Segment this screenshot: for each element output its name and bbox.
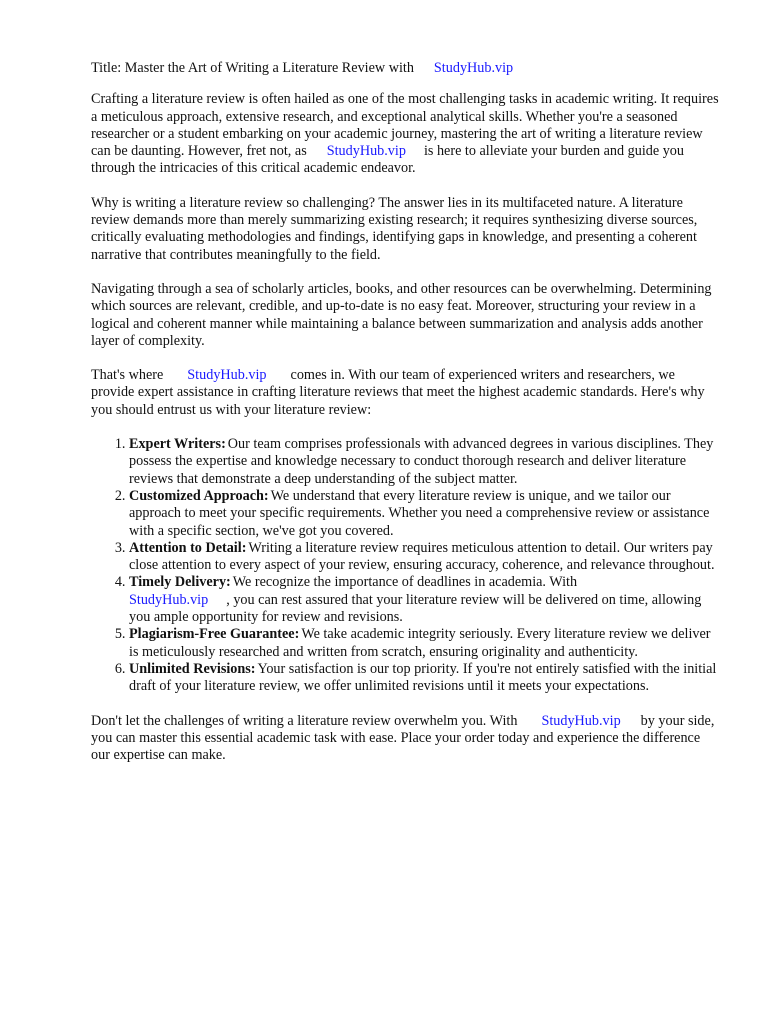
paragraph-closing-text-b: by your side, you can master this essential academic task with ease. Place your order today and experience the difference our expertise can make. <box>91 712 715 764</box>
paragraph-intro-text-a: Crafting a literature review is often hailed as one of the most challenging tasks in academic writing. It requires a meticulous approach, extensive research, and exceptional analytical skills. Whether you're a seasoned researcher or a student embarking on your academic journey, mastering the art of writing a literature review can be daunting. However, fret not, as <box>91 91 719 160</box>
list-item-timely-delivery <box>129 574 721 626</box>
list-item-lead: Unlimited Revisions: <box>129 660 256 677</box>
paragraph-navigating: Navigating through a sea of scholarly articles, books, and other resources can be overwhelming. Determining which sources are relevant, credible, and up-to-date is no easy feat. Moreover, structuring your review in a logical and coherent manner while maintaining a balance between summarization and analysis adds another layer of complexity. <box>91 280 712 349</box>
list-item-lead: Plagiarism-Free Guarantee: <box>129 626 300 643</box>
document-title <box>91 60 721 77</box>
studyhub-link-timely-delivery[interactable]: StudyHub.vip <box>129 591 209 608</box>
list-item-lead: Customized Approach: <box>129 487 269 504</box>
paragraph-challenge: Why is writing a literature review so challenging? The answer lies in its multifaceted nature. A literature review demands more than merely summarizing existing research; it requires synthesizing diverse sources, critically evaluating methodologies and findings, identifying gaps in knowledge, and presenting a coherent narrative that contributes meaningfully to the field. <box>91 194 698 263</box>
paragraph-closing-text-a: Don't let the challenges of writing a literature review overwhelm you. With <box>91 712 518 729</box>
title-text: Title: Master the Art of Writing a Literature Review with <box>91 60 414 76</box>
studyhub-link-thats-where[interactable]: StudyHub.vip <box>187 367 267 384</box>
studyhub-link-closing[interactable]: StudyHub.vip <box>541 712 621 729</box>
list-item-text-b: , you can rest assured that your literature review will be delivered on time, allowing you ample opportunity for review and revisions. <box>129 591 702 626</box>
reasons-list <box>91 436 721 695</box>
list-item-text-a: We recognize the importance of deadlines in academia. With <box>232 574 578 591</box>
list-item-text: We understand that every literature review is unique, and we tailor our approach to meet your specific requirements. Whether you need a comprehensive review or assistance with a specific section, we've got you covered. <box>129 487 710 539</box>
studyhub-link-intro[interactable]: StudyHub.vip <box>326 143 406 160</box>
paragraph-closing <box>91 713 721 765</box>
paragraph-intro <box>91 91 721 177</box>
list-item-text: Writing a literature review requires meticulous attention to detail. Our writers pay close attention to every aspect of your review, ensuring accuracy, coherence, and relevance throughout. <box>129 539 715 574</box>
list-item-text: Your satisfaction is our top priority. If you're not entirely satisfied with the initial draft of your literature review, we offer unlimited revisions until it meets your expectations. <box>129 660 717 695</box>
list-item-lead: Attention to Detail: <box>129 539 247 556</box>
paragraph-thats-where-text-a: That's where <box>91 367 164 384</box>
list-item-lead: Timely Delivery: <box>129 574 231 591</box>
list-item-expert-writers <box>129 436 721 488</box>
list-item-unlimited-revisions <box>129 661 721 696</box>
list-item-lead: Expert Writers: <box>129 436 226 453</box>
list-item-plagiarism-free <box>129 626 721 661</box>
document-page <box>91 60 721 781</box>
paragraph-thats-where-text-b: comes in. With our team of experienced writers and researchers, we provide expert assistance in crafting literature reviews that meet the highest academic standards. Here's why you should entrust us with your literature review: <box>91 367 705 418</box>
paragraph-thats-where <box>91 367 721 419</box>
list-item-text: Our team comprises professionals with advanced degrees in various disciplines. They possess the expertise and knowledge necessary to conduct thorough research and deliver literature reviews that demonstrate a deep understanding of the subject matter. <box>129 436 714 487</box>
list-item-text: We take academic integrity seriously. Every literature review we deliver is meticulously researched and written from scratch, ensuring originality and authenticity. <box>129 626 711 660</box>
list-item-customized-approach <box>129 488 721 540</box>
studyhub-link-title[interactable]: StudyHub.vip <box>433 60 514 76</box>
list-item-attention-to-detail <box>129 540 721 575</box>
paragraph-intro-text-b: is here to alleviate your burden and guide you through the intricacies of this critical academic endeavor. <box>91 143 684 177</box>
